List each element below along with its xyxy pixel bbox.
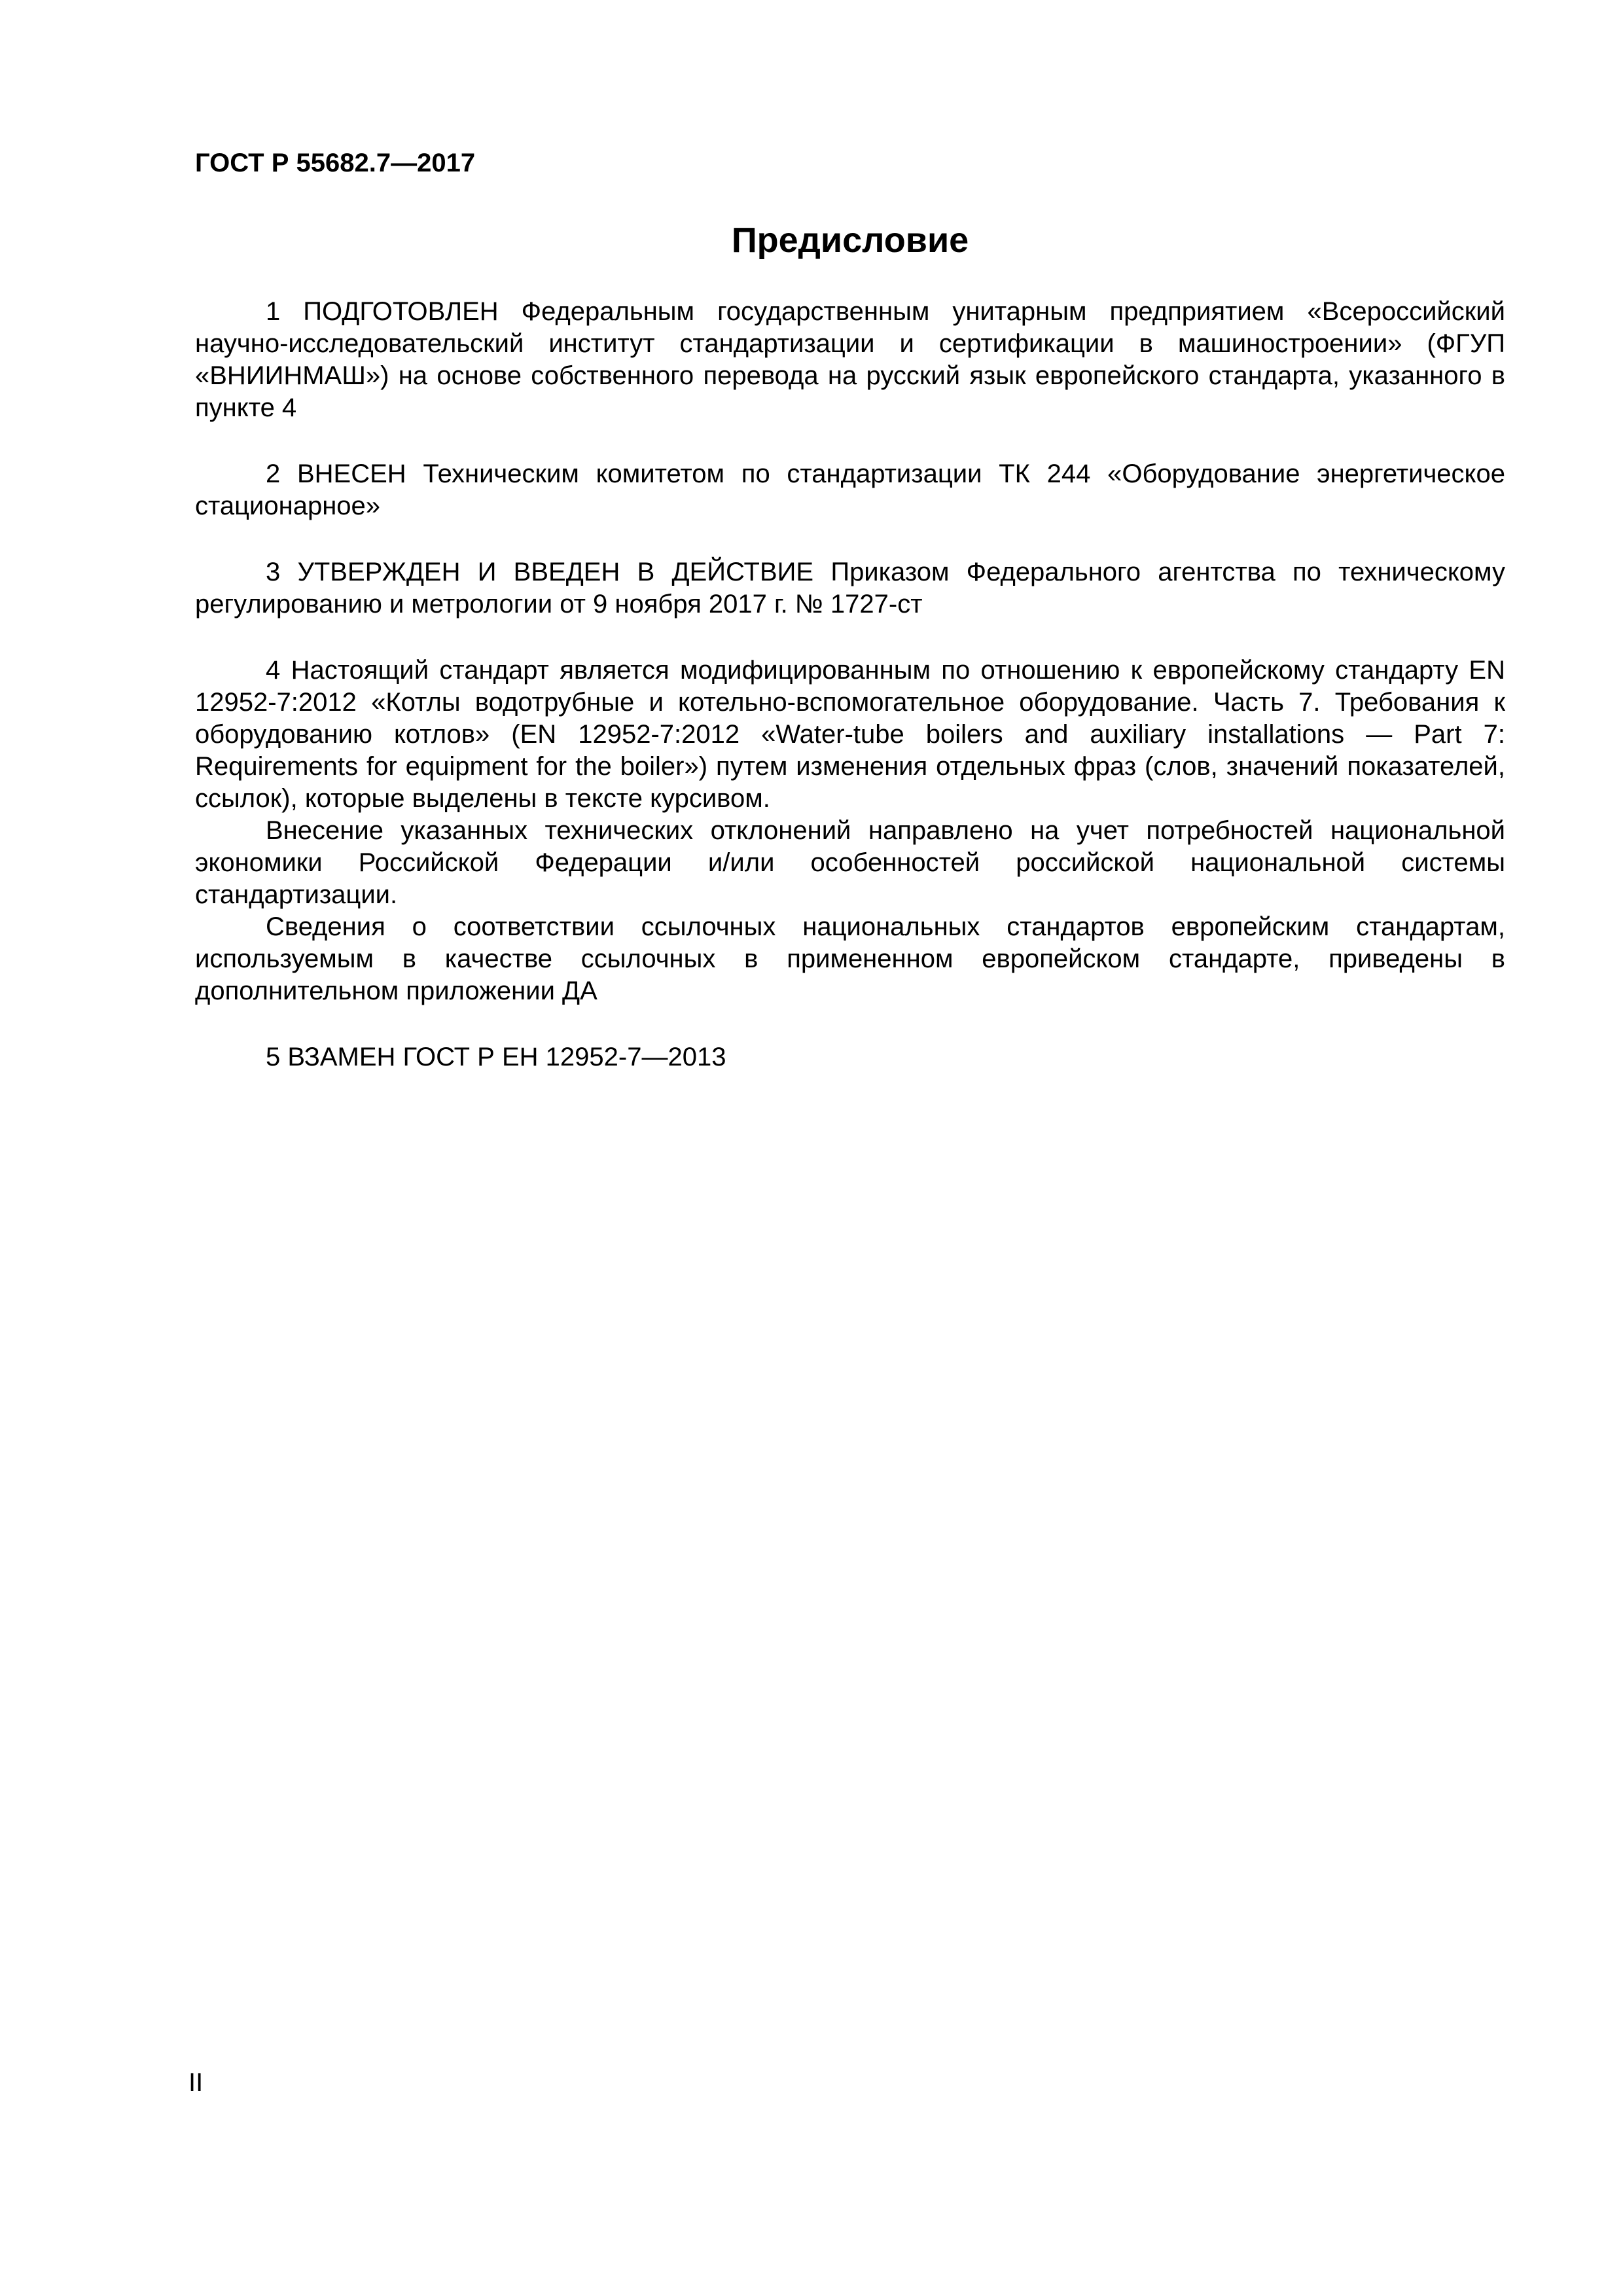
foreword-item-1: 1 ПОДГОТОВЛЕН Федеральным государственным унитарным предприятием «Всероссийский научно-исследовательский институт стандартизации и сертификации в машиностроении» (ФГУП «ВНИИНМАШ») на основе собственного перевода на русский язык европейского стандарта, указанного в пункте 4 xyxy=(195,297,1505,422)
page-title: Предисловие xyxy=(731,221,969,260)
foreword-item-2: 2 ВНЕСЕН Техническим комитетом по стандартизации ТК 244 «Оборудование энергетическое стационарное» xyxy=(195,459,1505,520)
foreword-item-4-note-2: Сведения о соответствии ссылочных национальных стандартов европейским стандартам, используемым в качестве ссылочных в примененном европейском стандарте, приведены в дополнительном приложении ДА xyxy=(195,912,1505,1005)
foreword-item-4: 4 Настоящий стандарт является модифицированным по отношению к европейскому стандарту EN 12952-7:2012 «Котлы водотрубные и котельно-вспомогательное оборудование. Часть 7. Требования к оборудованию котлов» (EN 12952-7:2012 «Water-tube boilers and auxiliary installations — Part 7: Requirements for equipment for the boiler») путем изменения отдельных фраз (слов, значений показателей, ссылок), которые выделены в тексте курсивом. xyxy=(195,656,1505,813)
foreword-body xyxy=(195,296,1505,1073)
page-number: II xyxy=(188,2068,204,2097)
foreword-item-5: 5 ВЗАМЕН ГОСТ Р ЕН 12952-7—2013 xyxy=(266,1043,726,1071)
foreword-item-4-note-1: Внесение указанных технических отклонений направлено на учет потребностей национальной экономики Российской Федерации и/или особенностей российской национальной системы стандартизации. xyxy=(195,816,1505,909)
document-code: ГОСТ Р 55682.7—2017 xyxy=(195,149,476,177)
foreword-item-3: 3 УТВЕРЖДЕН И ВВЕДЕН В ДЕЙСТВИЕ Приказом Федерального агентства по техническому регулированию и метрологии от 9 ноября 2017 г. № 1727-ст xyxy=(195,558,1505,619)
